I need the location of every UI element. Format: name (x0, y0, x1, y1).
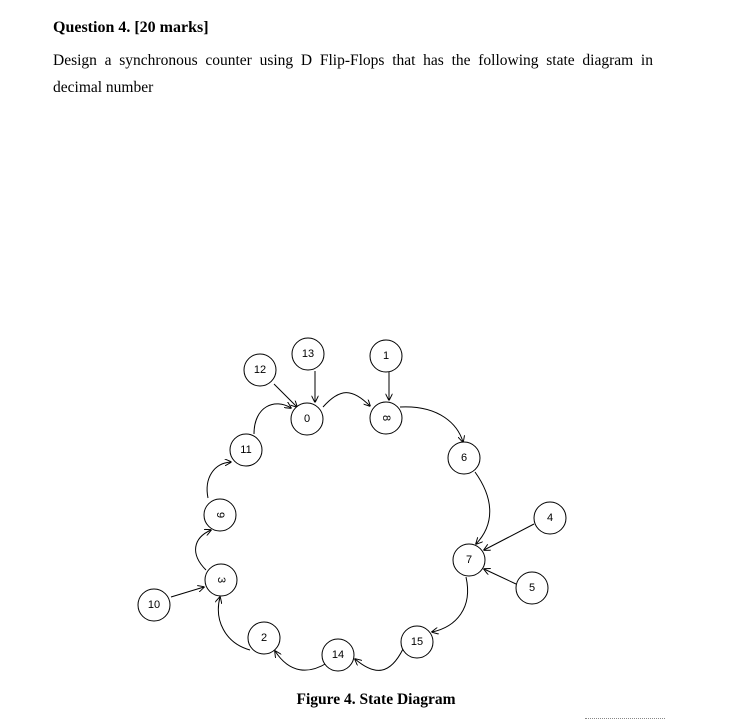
question-text-line-1: Design a synchronous counter using D Flip-Flops that has the following state diagram in (53, 52, 653, 69)
edge-11-0 (254, 404, 291, 434)
state-label-12: 12 (253, 364, 267, 376)
state-label-1: 1 (382, 350, 390, 362)
state-node-15 (401, 626, 433, 658)
state-node-11 (230, 434, 262, 466)
edge-5-7 (484, 569, 516, 584)
state-label-2: 2 (260, 632, 268, 644)
edge-10-3 (171, 587, 204, 597)
state-node-7 (453, 544, 485, 576)
state-label-14: 14 (331, 649, 345, 661)
state-label-7: 7 (465, 554, 473, 566)
state-node-3 (205, 564, 237, 596)
state-node-4 (534, 502, 566, 534)
figure-caption: Figure 4. State Diagram (296, 691, 456, 708)
edge-7-15 (432, 577, 468, 632)
state-label-5: 5 (528, 582, 536, 594)
edge-8-6 (400, 407, 463, 442)
state-label-8: 8 (380, 414, 392, 422)
state-label-11: 11 (240, 444, 252, 456)
state-label-9: 9 (214, 511, 226, 519)
page-footer-fragment (585, 718, 665, 722)
state-node-5 (516, 572, 548, 604)
state-node-2 (248, 622, 280, 654)
edge-3-9 (196, 530, 211, 570)
state-node-10 (138, 589, 170, 621)
state-node-14 (322, 639, 354, 671)
edge-0-8 (323, 393, 370, 407)
edge-14-2 (275, 651, 327, 670)
state-label-6: 6 (460, 452, 468, 464)
edge-4-7 (484, 524, 534, 550)
edge-6-7 (475, 472, 490, 544)
state-node-1 (370, 340, 402, 372)
state-label-15: 15 (410, 636, 424, 648)
state-label-3: 3 (215, 576, 227, 584)
state-label-13: 13 (301, 348, 315, 360)
edge-9-11 (207, 462, 231, 498)
state-node-6 (448, 442, 480, 474)
state-label-0: 0 (303, 413, 311, 425)
question-text-line-2: decimal number (53, 79, 154, 96)
state-node-13 (292, 338, 324, 370)
state-node-12 (244, 354, 276, 386)
edge-2-3 (218, 597, 250, 650)
state-node-8 (370, 402, 402, 434)
state-label-10: 10 (147, 599, 161, 611)
state-label-4: 4 (546, 512, 554, 524)
edge-15-14 (355, 649, 403, 670)
state-node-9 (204, 499, 236, 531)
question-title: Question 4. [20 marks] (53, 19, 209, 36)
state-node-0 (291, 403, 323, 435)
